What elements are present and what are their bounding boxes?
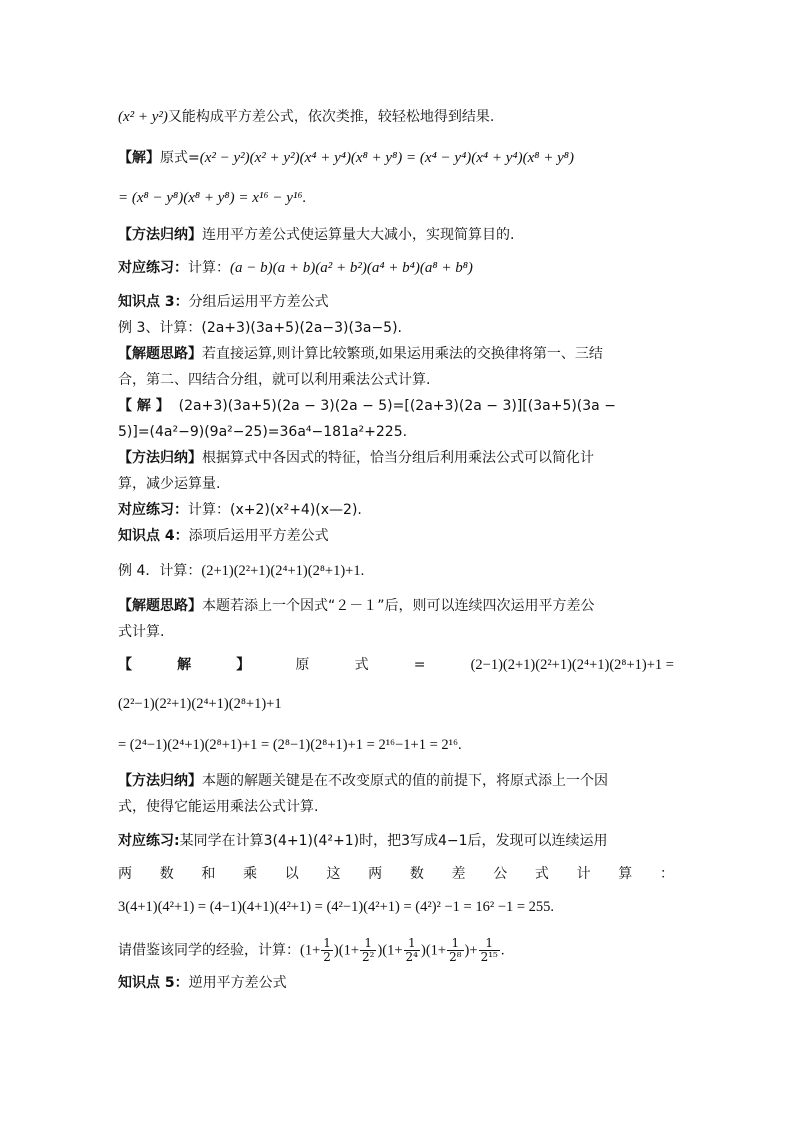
line-27 (118, 937, 504, 964)
char: 以 (284, 866, 299, 882)
char: 算 (618, 866, 633, 882)
word-shi: 式 (354, 657, 369, 673)
body-text: 计算： (188, 260, 230, 276)
body-text: (2a+3)(3a+5)(2a − 3)(2a − 5)=[(2a+3)(2a − 3)][(3a+5)(3a − (178, 398, 616, 414)
math-part: )(1+ (377, 942, 403, 959)
knowledge-point-heading: 知识点 3： (118, 294, 189, 310)
fraction-numerator: 1 (447, 937, 463, 951)
fraction-numerator: 1 (360, 937, 376, 951)
fraction (404, 937, 420, 964)
method-summary-tag: 【方法归纳】 (118, 450, 202, 466)
math-expression: (2²−1)(2²+1)(2⁴+1)(2⁸+1)+1 (118, 696, 282, 712)
knowledge-point-title: 分组后运用平方差公式 (188, 294, 329, 310)
body-text: 原式= (160, 150, 200, 166)
example-text: 例 4．计算： (118, 563, 202, 579)
math-part: )(1+ (421, 942, 447, 959)
math-expression: = (x⁸ − y⁸)(x⁸ + y⁸) = x¹⁶ − y¹⁶. (118, 190, 307, 206)
line-6 (118, 292, 329, 312)
line-25 (118, 864, 674, 884)
fraction-denominator: 2¹⁵ (480, 950, 498, 964)
body-text: 式计算. (118, 624, 165, 640)
exercise-tag: 对应练习： (118, 502, 188, 518)
equals-sign: = (413, 657, 426, 673)
math-expression: 3(4+1)(4²+1) = (4−1)(4+1)(4²+1) = (4²−1)(4²+1) = (4²)² −1 = 16² −1 = 255. (118, 899, 555, 915)
body-text: 请借鉴该同学的经验，计算： (118, 942, 300, 959)
bracket-left: 【 (118, 657, 132, 673)
body-text: 又能构成平方差公式，依次类推，较轻松地得到结果. (167, 109, 495, 125)
fraction-denominator: 2⁴ (405, 950, 418, 964)
body-text: 本题若添上一个因式“２－１”后，则可以连续四次运用平方差公 (202, 598, 595, 614)
line-3 (118, 188, 306, 208)
line-14 (118, 500, 362, 520)
fraction-numerator: 1 (479, 937, 500, 951)
line-7 (118, 318, 402, 338)
char: 两 (118, 866, 132, 882)
body-text: 式，使得它能运用乘法公式计算. (118, 799, 319, 815)
math-part: . (500, 942, 505, 959)
fraction-denominator: 2⁸ (449, 950, 462, 964)
exercise-tag: 对应练习： (118, 260, 188, 276)
bracket-right: 】 (236, 657, 251, 673)
body-text: 算，减少运算量. (118, 476, 221, 492)
line-15 (118, 526, 329, 546)
line-17 (118, 596, 595, 616)
math-expression: (x² + y²) (118, 109, 168, 125)
body-text: 合，第二、四结合分组，就可以利用乘法公式计算. (118, 372, 431, 388)
method-summary-tag: 【方法归纳】 (118, 773, 202, 789)
fraction (447, 937, 463, 964)
line-22 (118, 771, 608, 791)
char: 这 (326, 866, 341, 882)
math-part: )+ (464, 942, 478, 959)
char: 式 (534, 866, 549, 882)
fraction-denominator: 2 (323, 950, 331, 964)
example-text: 例 3、计算：(2a+3)(3a+5)(2a−3)(3a−5). (118, 320, 402, 336)
solution-tag: 【 解 】 (118, 398, 170, 414)
method-summary-tag: 【方法归纳】 (118, 227, 202, 243)
fraction-numerator: 1 (404, 937, 420, 951)
body-text: 5)]=(4a²−9)(9a²−25)=36a⁴−181a²+225. (118, 424, 408, 440)
math-expression: (a − b)(a + b)(a² + b²)(a⁴ + b⁴)(a⁸ + b⁸) (230, 260, 473, 276)
body-text: 连用平方差公式使运算量大大减小，实现简算目的. (202, 227, 515, 243)
line-5 (118, 258, 473, 278)
body-text: 某同学在计算3(4+1)(4²+1)时，把3写成4−1后，发现可以连续运用 (179, 833, 608, 849)
line-12 (118, 448, 594, 468)
approach-tag: 【解题思路】 (118, 346, 202, 362)
line-16 (118, 561, 364, 581)
line-26 (118, 897, 554, 917)
fraction-numerator: 1 (323, 936, 331, 950)
line-11 (118, 422, 407, 442)
line-24 (118, 831, 608, 851)
math-expression: (2−1)(2+1)(2²+1)(2⁴+1)(2⁸+1)+1 = (470, 657, 674, 673)
line-4 (118, 225, 514, 245)
math-part: (1+ (300, 942, 321, 959)
spread-text (118, 864, 674, 884)
char: 数 (409, 866, 424, 882)
char: 乘 (243, 866, 258, 882)
line-23 (118, 797, 318, 817)
solution-tag: 【解】 (118, 150, 160, 166)
line-18 (118, 622, 164, 642)
fraction-denominator: 2² (362, 950, 375, 964)
math-expression: = (2⁴−1)(2⁴+1)(2⁸+1)+1 = (2⁸−1)(2⁸+1)+1 = 2¹⁶−1+1 = 2¹⁶. (118, 737, 462, 753)
body-text: 若直接运算,则计算比较繁琐,如果运用乘法的交换律将第一、三结 (202, 346, 603, 362)
knowledge-point-title: 添项后运用平方差公式 (188, 528, 329, 544)
fraction (360, 937, 376, 964)
body-text: 本题的解题关键是在不改变原式的值的前提下，将原式添上一个因 (202, 773, 608, 789)
char: ： (659, 866, 674, 882)
knowledge-point-heading: 知识点 5： (118, 975, 189, 991)
fraction (479, 937, 500, 964)
char: 计 (576, 866, 591, 882)
char: 和 (201, 866, 216, 882)
exercise-tag: 对应练习: (118, 833, 180, 849)
approach-tag: 【解题思路】 (118, 598, 202, 614)
math-expression: (x² − y²)(x² + y²)(x⁴ + y⁴)(x⁸ + y⁸) = (x⁴ − y⁴)(x⁴ + y⁴)(x⁸ + y⁸) (199, 150, 574, 166)
char: 差 (451, 866, 466, 882)
knowledge-point-heading: 知识点 4： (118, 528, 189, 544)
math-expression: (2+1)(2²+1)(2⁴+1)(2⁸+1)+1. (201, 563, 365, 579)
line-13 (118, 474, 220, 494)
char: 数 (159, 866, 174, 882)
line-19 (118, 655, 674, 675)
line-21 (118, 735, 462, 755)
fraction (321, 937, 333, 964)
knowledge-point-title: 逆用平方差公式 (188, 975, 287, 991)
body-text: 计算：(x+2)(x²+4)(x—2). (188, 502, 362, 518)
solution-word: 解 (177, 657, 192, 673)
line-2 (118, 148, 574, 168)
word-yuan: 原 (295, 657, 310, 673)
char: 公 (493, 866, 508, 882)
line-20 (118, 694, 282, 714)
line-1 (118, 107, 494, 127)
math-part: )(1+ (333, 942, 359, 959)
line-28 (118, 973, 287, 993)
line-8 (118, 344, 603, 364)
char: 两 (368, 866, 383, 882)
line-10 (118, 396, 616, 416)
line-9 (118, 370, 430, 390)
body-text: 根据算式中各因式的特征，恰当分组后利用乘法公式可以简化计 (202, 450, 594, 466)
